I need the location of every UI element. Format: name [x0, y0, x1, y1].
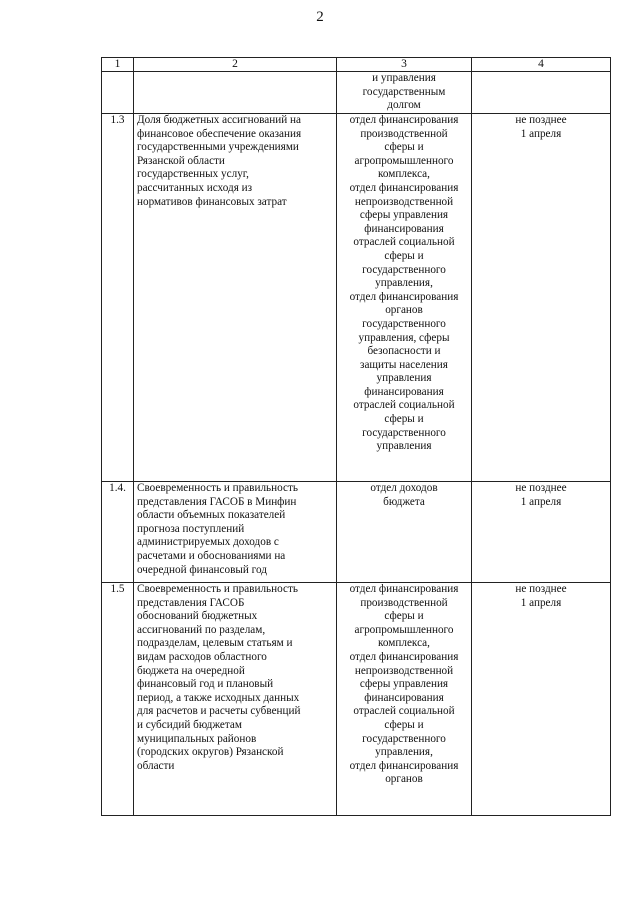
cell-text-line: 1 апреля	[520, 596, 562, 609]
table-row	[102, 114, 611, 482]
cell-text-line: представления ГАСОБ в Минфин	[137, 495, 297, 508]
cell-text-line: Доля бюджетных ассигнований на	[137, 114, 301, 126]
row-number-cell: 1.4.	[102, 482, 134, 583]
cell-text-line: сферы и	[384, 249, 424, 262]
cell-text-line: государственного	[362, 426, 446, 439]
cell-text-line: муниципальных районов	[137, 732, 257, 745]
cell-text-line: сферы управления	[359, 209, 449, 222]
cell-text-line: прогноза поступлений	[137, 522, 245, 535]
cell-text-line: сферы и	[384, 718, 424, 731]
cell-text-line: агропромышленного	[354, 154, 454, 167]
cell-text-line: государственного	[362, 263, 446, 276]
cell-text-line: очередной финансовый год	[137, 563, 267, 576]
cell-text-line: управления, сферы	[358, 331, 450, 344]
row-number-cell: 1.3	[102, 114, 134, 482]
plan-table	[101, 57, 611, 816]
cell-text-line: управления	[376, 372, 432, 385]
description-cell	[134, 114, 337, 482]
cell-text-line: для расчетов и расчеты субвенций	[137, 705, 301, 718]
description-cell	[134, 72, 337, 114]
cell-text-line: государственным	[362, 85, 446, 98]
cell-text-line: государственного	[362, 732, 446, 745]
cell-text-line: финансирования	[364, 385, 444, 398]
cell-text-line: Рязанской области	[137, 154, 225, 167]
cell-text-line: администрируемых доходов с	[137, 536, 279, 549]
cell-text-line: непроизводственной	[354, 664, 454, 677]
cell-text-line: сферы и	[384, 413, 424, 426]
cell-text-line: и управления	[372, 72, 436, 84]
cell-text-line: представления ГАСОБ	[137, 596, 245, 609]
cell-text-line: отраслей социальной	[353, 236, 455, 249]
cell-text-line: области	[137, 759, 175, 772]
cell-text-line: отдел финансирования	[349, 181, 459, 194]
cell-text-line: непроизводственной	[354, 195, 454, 208]
cell-text-line: 1 апреля	[520, 495, 562, 508]
cell-text-line: долгом	[387, 99, 421, 112]
cell-text-line: отдел доходов	[370, 482, 438, 494]
cell-text-line: финансовое обеспечение оказания	[137, 127, 302, 140]
cell-text-line: области объемных показателей	[137, 509, 286, 522]
cell-text-line: подразделам, целевым статьям и	[137, 637, 293, 650]
cell-text-line: отраслей социальной	[353, 399, 455, 412]
cell-text-line: финансирования	[364, 691, 444, 704]
cell-text-line: не позднее	[515, 114, 567, 126]
responsible-cell	[337, 583, 472, 816]
cell-text-line: нормативов финансовых затрат	[137, 195, 287, 208]
deadline-cell	[472, 583, 611, 816]
cell-text-line: государственного	[362, 317, 446, 330]
cell-text-line: сферы и	[384, 141, 424, 154]
cell-text-line: защиты населения	[360, 358, 448, 371]
cell-text-line: и субсидий бюджетам	[137, 718, 242, 731]
cell-text-line: рассчитанных исходя из	[137, 181, 253, 194]
cell-text-line: агропромышленного	[354, 623, 454, 636]
cell-text-line: не позднее	[515, 482, 567, 494]
cell-text-line: (городских округов) Рязанской	[137, 746, 284, 759]
column-header: 1	[102, 58, 134, 72]
column-header: 3	[337, 58, 472, 72]
cell-text-line: государственных услуг,	[137, 168, 249, 181]
cell-text-line: управления,	[375, 277, 433, 290]
responsible-cell	[337, 114, 472, 482]
table-row	[102, 482, 611, 583]
cell-text-line: не позднее	[515, 583, 567, 595]
table-row	[102, 583, 611, 816]
cell-text-line: производственной	[360, 127, 448, 140]
cell-text-line: производственной	[360, 596, 448, 609]
table-header-row	[102, 58, 611, 72]
cell-text-line: отдел финансирования	[349, 114, 459, 126]
deadline-cell	[472, 114, 611, 482]
cell-text-line: сферы и	[384, 610, 424, 623]
cell-text-line: органов	[385, 304, 423, 317]
cell-text-line: отдел финансирования	[349, 759, 459, 772]
cell-text-line: период, а также исходных данных	[137, 691, 300, 704]
cell-text-line: ассигнований по разделам,	[137, 623, 266, 636]
table-row	[102, 72, 611, 114]
cell-text-line: комплекса,	[378, 168, 430, 181]
cell-text-line: расчетами и обоснованиями на	[137, 549, 286, 562]
cell-text-line: управления,	[375, 746, 433, 759]
deadline-cell	[472, 72, 611, 114]
page-number: 2	[316, 9, 324, 25]
responsible-cell	[337, 482, 472, 583]
responsible-cell	[337, 72, 472, 114]
cell-text-line: отдел финансирования	[349, 583, 459, 595]
cell-text-line: безопасности и	[367, 345, 441, 358]
cell-text-line: отдел финансирования	[349, 290, 459, 303]
cell-text-line: Своевременность и правильность	[137, 482, 298, 494]
row-number-cell: 1.5	[102, 583, 134, 816]
cell-text-line: бюджета на очередной	[137, 664, 245, 677]
cell-text-line: сферы управления	[359, 678, 449, 691]
cell-text-line: отраслей социальной	[353, 705, 455, 718]
cell-text-line: комплекса,	[378, 637, 430, 650]
cell-text-line: отдел финансирования	[349, 650, 459, 663]
cell-text-line: Своевременность и правильность	[137, 583, 298, 595]
column-header: 2	[134, 58, 337, 72]
cell-text-line: финансовый год и плановый	[137, 678, 274, 691]
cell-text-line: органов	[385, 773, 423, 786]
cell-text-line: 1 апреля	[520, 127, 562, 140]
cell-text-line: обоснований бюджетных	[137, 610, 258, 623]
description-cell	[134, 583, 337, 816]
deadline-cell	[472, 482, 611, 583]
cell-text-line: финансирования	[364, 222, 444, 235]
cell-text-line: бюджета	[383, 495, 425, 508]
cell-text-line: государственными учреждениями	[137, 141, 299, 154]
cell-text-line: управления	[376, 440, 432, 453]
cell-text-line: видам расходов областного	[137, 650, 267, 663]
description-cell	[134, 482, 337, 583]
column-header: 4	[472, 58, 611, 72]
row-number-cell	[102, 72, 134, 114]
